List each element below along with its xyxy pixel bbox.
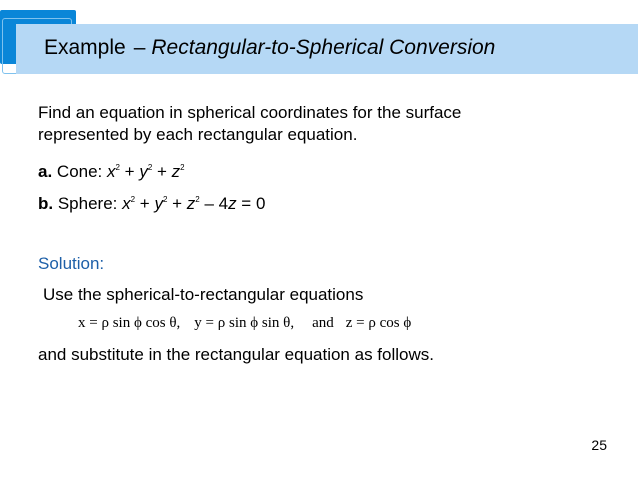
slide-title <box>44 34 495 62</box>
item-b-y-exp: 2 <box>162 195 168 204</box>
item-a-plus-2: + <box>152 162 172 181</box>
item-b-z: z <box>186 194 196 213</box>
substitute-line: and substitute in the rectangular equation as follows. <box>38 345 434 364</box>
item-b-x-exp: 2 <box>130 195 136 204</box>
item-b-tail-var: z <box>228 194 237 213</box>
item-b-plus-2: + <box>167 194 187 213</box>
page-number: 25 <box>591 437 607 453</box>
title-prefix: Example <box>44 36 126 59</box>
item-b-label: b. <box>38 194 54 213</box>
item-b-plus-1: + <box>135 194 155 213</box>
spherical-equations <box>78 313 411 333</box>
item-b-tail-1: – 4 <box>199 194 229 213</box>
item-a-x-exp: 2 <box>115 163 120 172</box>
item-b-y: y <box>154 194 163 213</box>
title-subtitle: Rectangular-to-Spherical Conversion <box>151 36 496 59</box>
item-a-plus-1: + <box>119 162 140 181</box>
item-a-z: z <box>171 162 181 181</box>
item-a-label: a. <box>38 162 53 181</box>
equations-and: and <box>312 315 334 331</box>
solution-label: Solution: <box>38 254 105 273</box>
item-b-tail-2: = 0 <box>236 194 266 213</box>
item-b-text: Sphere: <box>53 194 123 213</box>
item-a-text: Cone: <box>52 162 107 181</box>
equation-z: z = ρ cos ϕ <box>345 315 412 331</box>
use-equations-line: Use the spherical-to-rectangular equations <box>43 285 364 304</box>
intro-line-2: represented by each rectangular equation. <box>38 125 358 144</box>
item-a-y: y <box>139 162 148 181</box>
item-b <box>38 193 265 215</box>
equation-y: y = ρ sin ϕ sin θ, <box>194 315 295 331</box>
item-a-x: x <box>107 162 116 181</box>
item-a-y-exp: 2 <box>147 163 153 172</box>
equation-x: x = ρ sin ϕ cos θ, <box>78 315 181 331</box>
item-b-x: x <box>122 194 131 213</box>
item-a <box>38 161 185 183</box>
item-b-z-exp: 2 <box>195 195 200 204</box>
item-a-z-exp: 2 <box>180 163 185 172</box>
title-dash: – <box>133 36 146 59</box>
intro-line-1: Find an equation in spherical coordinates for the surface <box>38 103 462 122</box>
